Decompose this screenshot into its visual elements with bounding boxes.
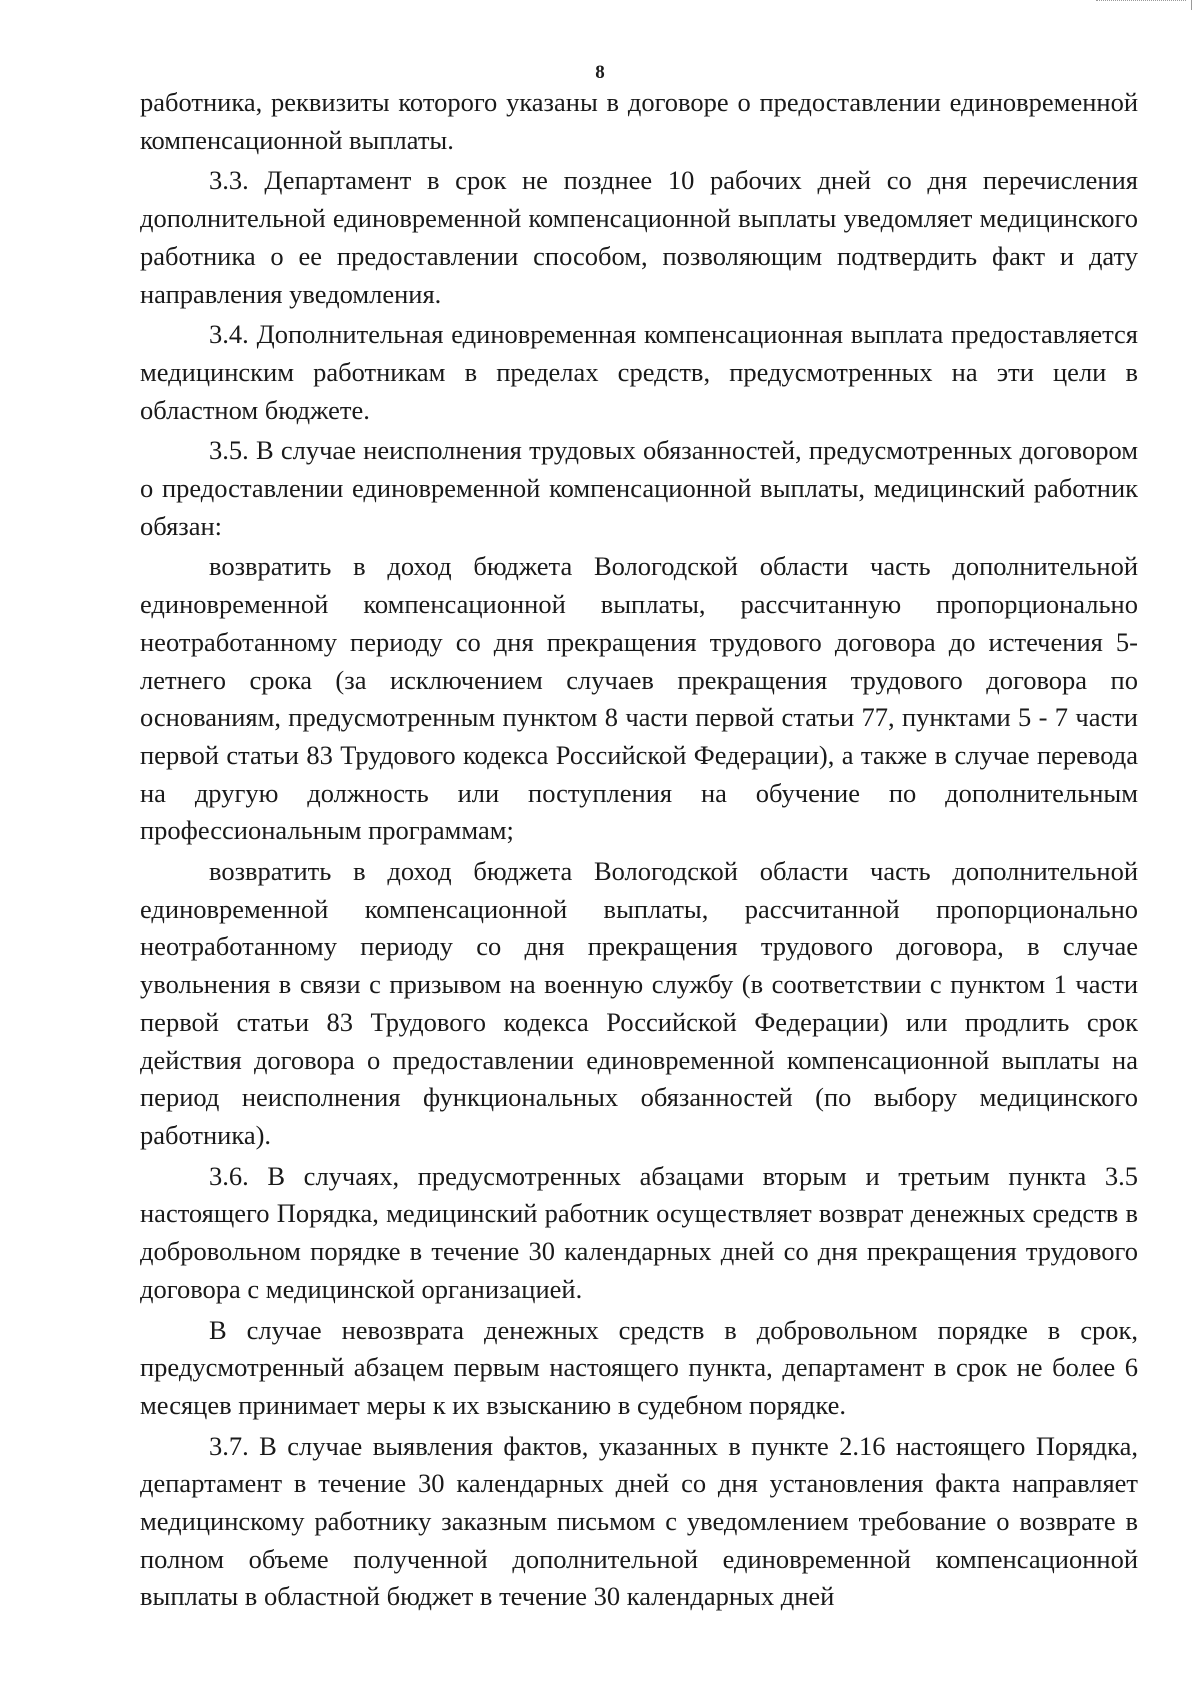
paragraph-3-6-second: В случае невозврата денежных средств в добровольном порядке в срок, предусмотренный абзацем первым настоящего пункта, департамент в срок не более 6 месяцев принимает меры к их взысканию в судебном порядке. [140, 1314, 1138, 1420]
scan-edge-mark [1096, 0, 1186, 5]
page-number: 8 [595, 62, 605, 83]
paragraph-3-7: 3.7. В случае выявления фактов, указанных в пункте 2.16 настоящего Порядка, департамент в течение 30 календарных дней со дня установления факта направляет медицинскому работнику заказным письмом с уведомлением требование о возврате в полном объеме полученной дополнительной единовременной компенсационной выплаты в областной бюджет в течение 30 календарных дней [140, 1430, 1138, 1612]
paragraph-3-6: 3.6. В случаях, предусмотренных абзацами вторым и третьим пункта 3.5 настоящего Порядка, медицинский работник осуществляет возврат денежных средств в добровольном порядке в течение 30 календарных дней со дня прекращения трудового договора с медицинской организацией. [140, 1160, 1138, 1304]
scan-edge-tick [1191, 0, 1192, 10]
paragraph-continuation: работника, реквизиты которого указаны в договоре о предоставлении единовременной компенсационной выплаты. [140, 87, 1138, 155]
paragraph-3-5-item-1: возвратить в доход бюджета Вологодской области часть дополнительной единовременной компенсационной выплаты, рассчитанную пропорционально неотработанному периоду со дня прекращения трудового договора до истечения 5-летнего срока (за исключением случаев прекращения трудового договора по основаниям, предусмотренным пунктом 8 части первой статьи 77, пунктами 5 - 7 части первой статьи 83 Трудового кодекса Российской Федерации), а также в случае перевода на другую должность или поступления на обучение по дополнительным профессиональным программам; [140, 551, 1138, 846]
paragraph-3-5-item-2: возвратить в доход бюджета Вологодской области часть дополнительной единовременной компенсационной выплаты, рассчитанной пропорционально неотработанному периоду со дня прекращения трудового договора, в случае увольнения в связи с призывом на военную службу (в соответствии с пунктом 1 части первой статьи 83 Трудового кодекса Российской Федерации) или продлить срок действия договора о предоставлении единовременной компенсационной выплаты на период неисполнения функциональных обязанностей (по выбору медицинского работника). [140, 856, 1138, 1150]
document-body [140, 84, 1138, 1616]
paragraph-3-5: 3.5. В случае неисполнения трудовых обязанностей, предусмотренных договором о предоставлении единовременной компенсационной выплаты, медицинский работник обязан: [140, 435, 1138, 541]
paragraph-3-3: 3.3. Департамент в срок не позднее 10 рабочих дней со дня перечисления дополнительной единовременной компенсационной выплаты уведомляет медицинского работника о ее предоставлении способом, позволяющим подтвердить факт и дату направления уведомления. [140, 165, 1138, 309]
paragraph-3-4: 3.4. Дополнительная единовременная компенсационная выплата предоставляется медицинским работникам в пределах средств, предусмотренных на эти цели в областном бюджете. [140, 319, 1138, 425]
